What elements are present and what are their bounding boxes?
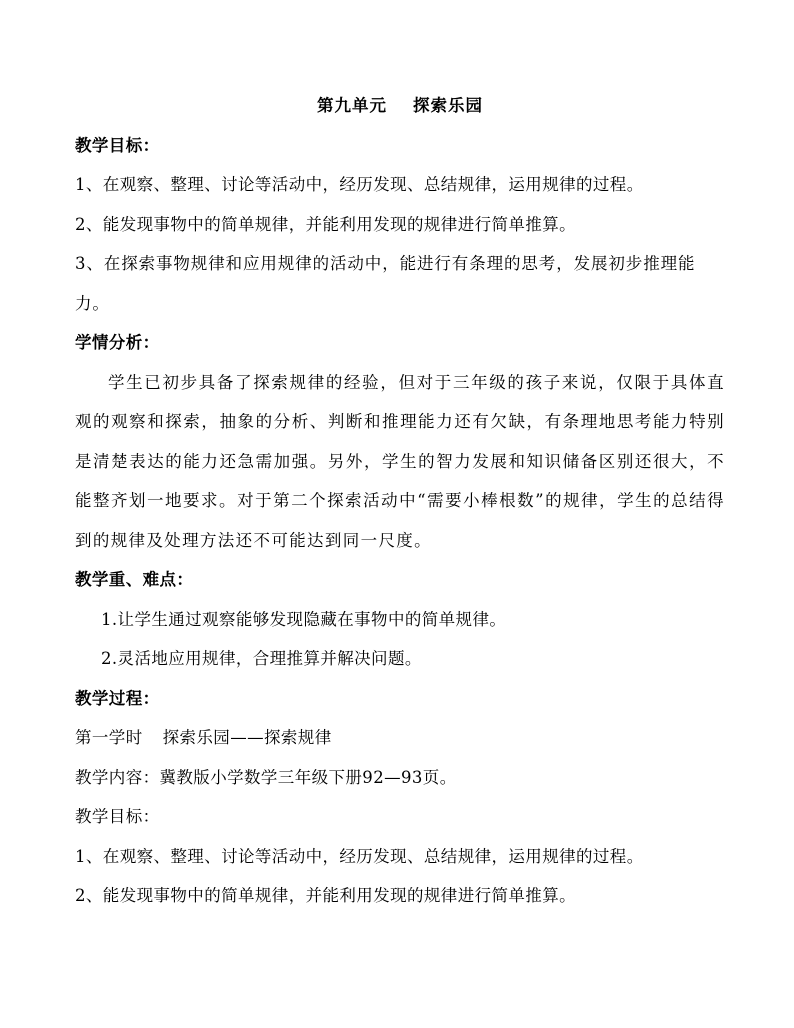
- document-content: [75, 86, 725, 916]
- analysis-heading: 学情分析：: [75, 333, 160, 352]
- goal-item: 2、能发现事物中的简单规律，并能利用发现的规律进行简单推算。: [75, 214, 576, 234]
- keypoints-heading: 教学重、难点：: [75, 570, 194, 589]
- lesson-goals-heading: 教学目标：: [75, 807, 160, 826]
- title-topic: 探索乐园: [413, 96, 483, 115]
- lesson-title: 探索乐园——探索规律: [162, 728, 332, 747]
- process-heading: 教学过程：: [75, 688, 160, 708]
- lesson-goal-item: 2、能发现事物中的简单规律，并能利用发现的规律进行简单推算。: [75, 886, 576, 905]
- lesson-title-line: [75, 718, 725, 758]
- lesson-label: 第一学时: [75, 728, 143, 747]
- lesson-goal-item: 1、在观察、整理、讨论等活动中，经历发现、总结规律，运用规律的过程。: [75, 846, 644, 866]
- goal-item: 3、在探索事物规律和应用规律的活动中，能进行有条理的思考，发展初步推理能力。: [75, 254, 696, 313]
- keypoint-item: 2.灵活地应用规律，合理推算并解决问题。: [101, 649, 422, 668]
- title-unit: 第九单元: [317, 96, 387, 115]
- content-line: 教学内容：冀教版小学数学三年级下册92—93页。: [75, 767, 457, 787]
- goals-heading: 教学目标：: [75, 135, 160, 155]
- document-title: [75, 86, 725, 126]
- goal-item: 1、在观察、整理、讨论等活动中，经历发现、总结规律，运用规律的过程。: [75, 175, 644, 194]
- analysis-paragraph: 学生已初步具备了探索规律的经验，但对于三年级的孩子来说，仅限于具体直观的观察和探索，抽象的分析、判断和推理能力还有欠缺，有条理地思考能力特别是清楚表达的能力还急需加强。另外，学生的智力发展和知识储备区别还很大，不能整齐划一地要求。对于第二个探索活动中“需要小棒根数”的规律，学生的总结得到的规律及处理方法还不可能达到同一尺度。: [75, 372, 725, 550]
- keypoint-item: 1.让学生通过观察能够发现隐藏在事物中的简单规律。: [101, 609, 507, 629]
